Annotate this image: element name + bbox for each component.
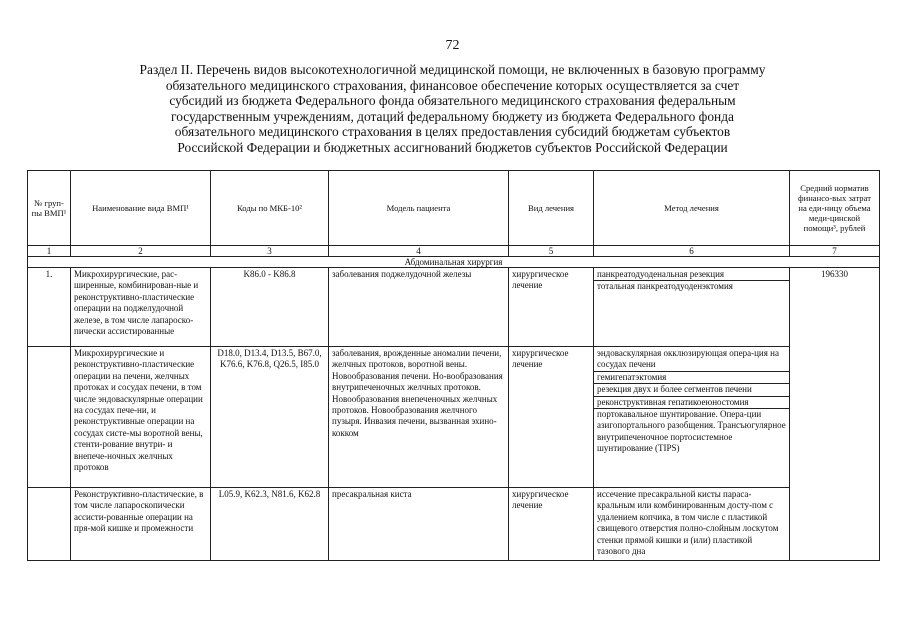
method-item: реконструктивная гепатикоеюностомия bbox=[594, 397, 789, 409]
cell-model: заболевания, врожденные аномалии печени, желчных протоков, воротной вены. Новообразования печени. Но-вообразования внутрипеченочных желчных протоков. Новообразования внепеченочных желчных протоков. Новообразования желчного пузыря. Инвазия печени, вызванная эхино-кокком bbox=[329, 347, 509, 488]
column-number: 1 bbox=[28, 246, 71, 257]
cell-group bbox=[28, 488, 71, 561]
method-item: иссечение пресакральной кисты парасa-кральным или комбинированным досту-пом с удалением копчика, в том числе с пластикой свищевого отверстия полно-слойным лоскутом стенки прямой кишки и (или) пластикой тазового дна bbox=[597, 489, 779, 557]
cell-methods bbox=[594, 268, 790, 347]
header-model: Модель пациента bbox=[329, 171, 509, 246]
table-row bbox=[28, 488, 880, 561]
cell-model: заболевания поджелудочной железы bbox=[329, 268, 509, 347]
header-treatment: Вид лечения bbox=[509, 171, 594, 246]
cell-name: Микрохирургические и реконструктивно-пластические операции на печени, желчных протоках и сосудах печени, в том числе эндоваскулярные операции на сосудах пече-ни, и реконструктивные операции на сосудах систе-мы воротной вены, стенти-рование внутри- и внепече-ночных желчных протоков bbox=[71, 347, 211, 488]
heading-line: государственным учреждениям, дотаций федеральному бюджету из бюджета Федерального фонда bbox=[171, 108, 734, 124]
header-group: № груп-пы ВМП¹ bbox=[28, 171, 71, 246]
cell-codes: L05.9, K62.3, N81.6, K62.8 bbox=[211, 488, 329, 561]
column-number: 7 bbox=[790, 246, 880, 257]
cell-treatment: хирургическое лечение bbox=[509, 347, 594, 488]
cell-codes: K86.0 - K86.8 bbox=[211, 268, 329, 347]
header-name: Наименование вида ВМП¹ bbox=[71, 171, 211, 246]
table-row bbox=[28, 268, 880, 347]
cell-group bbox=[28, 347, 71, 488]
column-number: 4 bbox=[329, 246, 509, 257]
method-item: тотальная панкреатодуоденэктомия bbox=[597, 281, 733, 292]
vmp-table bbox=[27, 170, 880, 561]
heading-line: субсидий из бюджета Федерального фонда обязательного медицинского страхования федеральным bbox=[169, 93, 736, 109]
cell-treatment: хирургическое лечение bbox=[509, 488, 594, 561]
cell-name: Реконструктивно-пластические, в том числе лапароскопически ассисти-рованные операции на пря-мой кишке и промежности bbox=[71, 488, 211, 561]
header-cost: Средний норматив финансо-вых затрат на еди-ницу объема меди-цинской помощи³, рублей bbox=[790, 171, 880, 246]
column-number: 5 bbox=[509, 246, 594, 257]
method-item: эндоваскулярная окклюзирующая опера-ция на сосудах печени bbox=[594, 348, 789, 372]
section-heading bbox=[60, 62, 845, 156]
method-item: гемигепатэктомия bbox=[594, 372, 789, 384]
column-number: 2 bbox=[71, 246, 211, 257]
heading-line: Российской Федерации и бюджетных ассигнований бюджетов субъектов Российской Федерации bbox=[177, 139, 728, 155]
header-method: Метод лечения bbox=[594, 171, 790, 246]
header-row bbox=[28, 171, 880, 246]
cell-codes: D18.0, D13.4, D13.5, B67.0, K76.6, K76.8, Q26.5, I85.0 bbox=[211, 347, 329, 488]
cell-name: Микрохирургические, рас-ширенные, комбинирован-ные и реконструктивно-пластические операции на поджелудочной железе, в том числе лапароско-пически ассистированные bbox=[71, 268, 211, 347]
method-item: портокавальное шунтирование. Опера-ции азигопортального разобщения. Трансъюгулярное внутрипеченочное портосистемное шунтирование (TIPS) bbox=[597, 409, 786, 454]
cell-model: пресакральная киста bbox=[329, 488, 509, 561]
method-item: резекция двух и более сегментов печени bbox=[594, 384, 789, 396]
heading-line: Раздел II. Перечень видов высокотехнологичной медицинской помощи, не включенных в базовую программу bbox=[139, 62, 766, 77]
table-row bbox=[28, 347, 880, 488]
heading-line: обязательного медицинского страхования, финансовое обеспечение которых осуществляется за счет bbox=[165, 77, 740, 93]
section-row bbox=[28, 257, 880, 268]
cell-methods bbox=[594, 488, 790, 561]
cell-cost: 196330 bbox=[790, 268, 880, 561]
column-number: 3 bbox=[211, 246, 329, 257]
method-item: панкреатодуоденальная резекция bbox=[594, 269, 789, 281]
heading-line: обязательного медицинского страхования в целях предоставления субсидий бюджетам субъектов bbox=[174, 124, 731, 140]
page-number: 72 bbox=[445, 38, 460, 53]
section-title: Абдоминальная хирургия bbox=[28, 257, 880, 268]
cell-methods bbox=[594, 347, 790, 488]
cell-treatment: хирургическое лечение bbox=[509, 268, 594, 347]
column-number-row bbox=[28, 246, 880, 257]
column-number: 6 bbox=[594, 246, 790, 257]
header-codes: Коды по МКБ-10² bbox=[211, 171, 329, 246]
cell-group: 1. bbox=[28, 268, 71, 347]
